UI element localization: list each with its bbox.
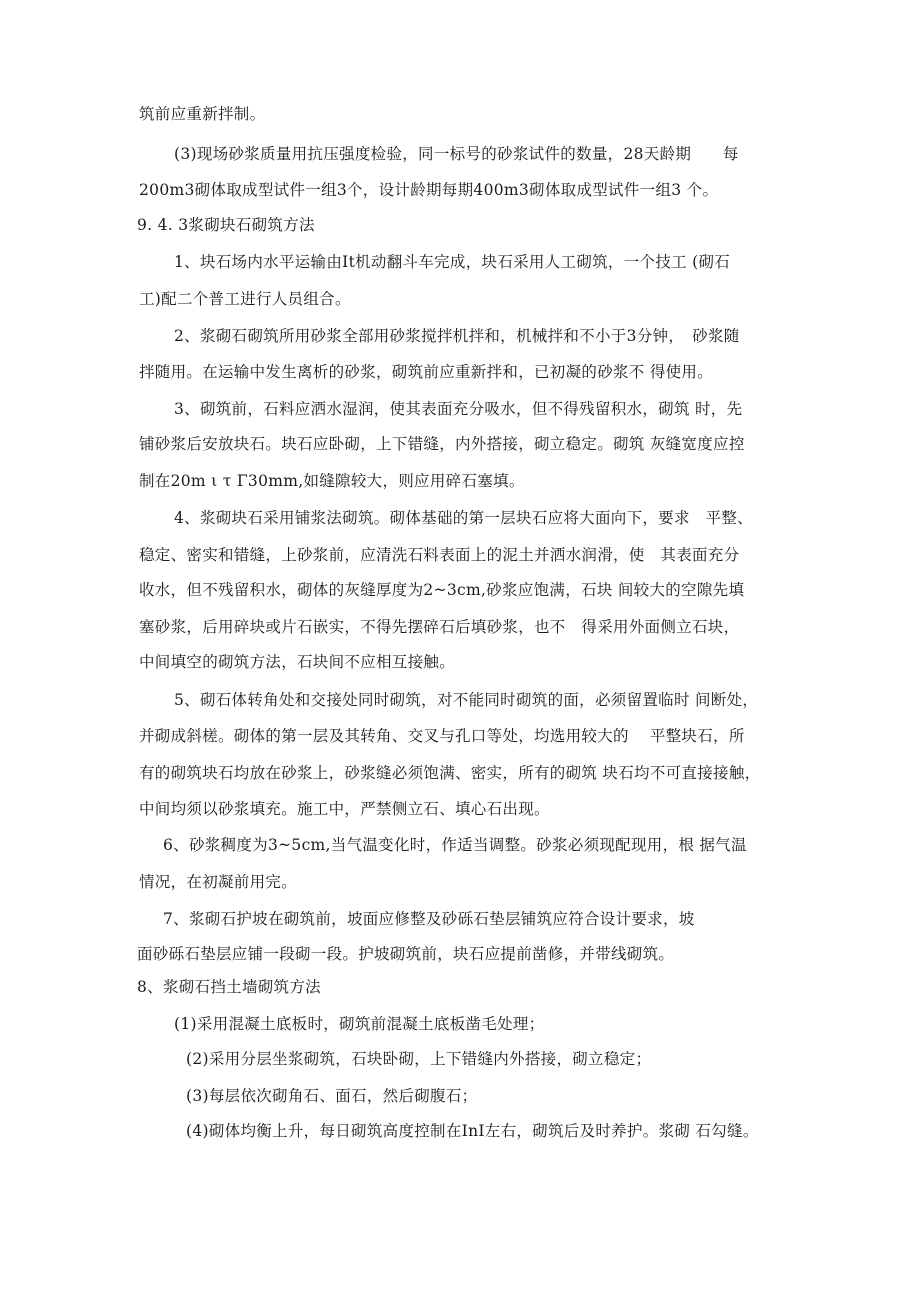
text-line: 4、浆砌块石采用铺浆法砌筑。砌体基础的第一层块石应将大面向下，要求 平整、 bbox=[174, 509, 753, 527]
text-line: 制在20m ι τ Γ30mm,如缝隙较大，则应用碎石塞填。 bbox=[139, 472, 525, 490]
text-line: 情况，在初凝前用完。 bbox=[139, 873, 298, 891]
list-item: (1)采用混凝土底板时，砌筑前混凝土底板凿毛处理； bbox=[174, 1015, 545, 1033]
text-line: 面砂砾石垫层应铺一段砌一段。护坡砌筑前，块石应提前凿修，并带线砌筑。 bbox=[137, 945, 675, 963]
text-line: 筑前应重新拌制。 bbox=[139, 105, 266, 123]
text-line: 工)配二个普工进行人员组合。 bbox=[139, 290, 351, 308]
section-heading: 8、浆砌石挡土墙砌筑方法 bbox=[137, 978, 321, 996]
text-line: 有的砌筑块石均放在砂浆上，砂浆缝必须饱满、密实，所有的砌筑 块石均不可直接接触， bbox=[139, 764, 761, 782]
text-line: 1、块石场内水平运输由It机动翻斗车完成，块石采用人工砌筑，一个技工 (砌石 bbox=[174, 253, 731, 271]
text-line: 200m3砌体取成型试件一组3个，设计龄期每期400m3砌体取成型试件一组3 个。 bbox=[139, 181, 719, 199]
text-line: 7、浆砌石护坡在砌筑前，坡面应修整及砂砾石垫层铺筑应符合设计要求，坡 bbox=[163, 910, 695, 928]
text-line: 3、砌筑前，石料应洒水湿润，使其表面充分吸水，但不得残留积水，砌筑 时，先 bbox=[174, 400, 743, 418]
list-item: (3)每层依次砌角石、面石，然后砌腹石； bbox=[186, 1087, 478, 1105]
text-line: 收水，但不残留积水，砌体的灰缝厚度为2~3cm,砂浆应饱满，石块 间较大的空隙先填 bbox=[139, 581, 745, 599]
text-line: 6、砂浆稠度为3~5cm,当气温变化时，作适当调整。砂浆必须现配现用，根 据气温 bbox=[163, 836, 747, 854]
text-line: (3)现场砂浆质量用抗压强度检验，同一标号的砂浆试件的数量，28天龄期 每 bbox=[174, 145, 739, 163]
text-line: 中间均须以砂浆填充。施工中，严禁侧立石、填心石出现。 bbox=[139, 800, 550, 818]
section-heading: 9. 4. 3浆砌块石砌筑方法 bbox=[137, 216, 315, 234]
text-line: 拌随用。在运输中发生离析的砂浆，砌筑前应重新拌和，已初凝的砂浆不 得使用。 bbox=[139, 363, 714, 381]
text-line: 2、浆砌石砌筑所用砂浆全部用砂浆搅拌机拌和，机械拌和不小于3分钟， 砂浆随 bbox=[174, 327, 740, 345]
list-item: (2)采用分层坐浆砌筑，石块卧砌，上下错缝内外搭接，砌立稳定； bbox=[186, 1050, 652, 1068]
list-item: (4)砌体均衡上升，每日砌筑高度控制在InI左右，砌筑后及时养护。浆砌 石勾缝。 bbox=[186, 1122, 759, 1140]
text-line: 稳定、密实和错缝，上砂浆前，应清洗石料表面上的泥土并洒水润滑，使 其表面充分 bbox=[139, 546, 740, 564]
text-line: 中间填空的砌筑方法，石块间不应相互接触。 bbox=[139, 653, 456, 671]
text-line: 并砌成斜槎。砌体的第一层及其转角、交叉与孔口等处，均选用较大的 平整块石，所 bbox=[139, 727, 745, 745]
text-line: 铺砂浆后安放块石。块石应卧砌，上下错缝，内外搭接，砌立稳定。砌筑 灰缝宽度应控 bbox=[139, 435, 745, 453]
text-line: 5、砌石体转角处和交接处同时砌筑，对不能同时砌筑的面，必须留置临时 间断处， bbox=[174, 691, 759, 709]
text-line: 塞砂浆，后用碎块或片石嵌实，不得先摆碎石后填砂浆，也不 得采用外面侧立石块， bbox=[139, 618, 740, 636]
